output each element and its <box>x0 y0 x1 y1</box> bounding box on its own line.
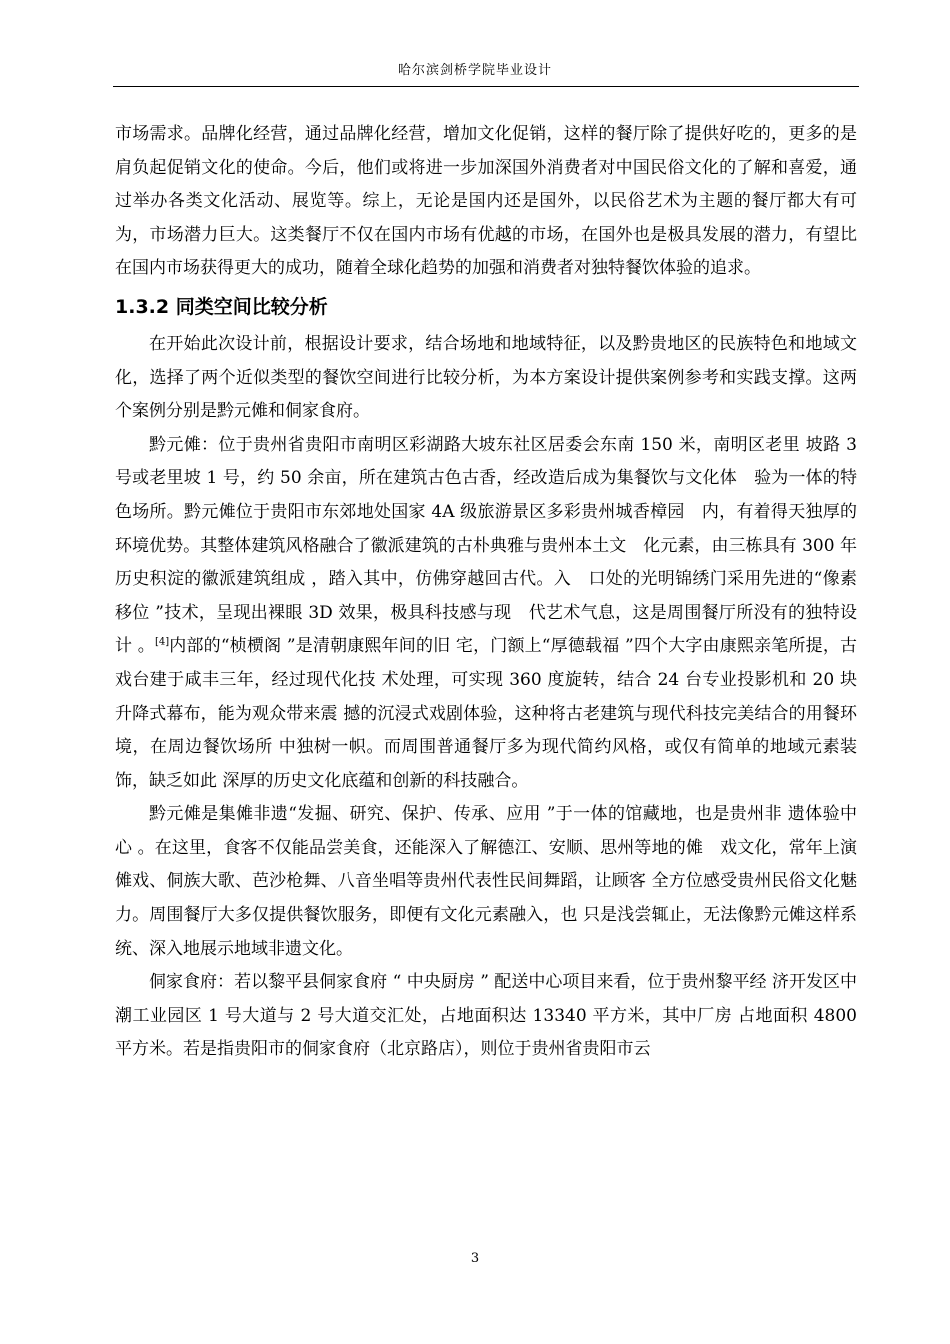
page-header: 哈尔滨剑桥学院毕业设计 <box>397 63 552 78</box>
citation-reference: [4] <box>154 636 170 648</box>
paragraph-qianyuannuo-heritage: 黔元傩是集傩非遗“发掘、研究、保护、传承、应用 ”于一体的馆藏地，也是贵州非 遗体验中心 。在这里，食客不仅能品尝美食，还能深入了解德江、安顺、思州等地的傩 戏文化，常年上演傩戏、侗族大歌、芭沙枪舞、八音坐唱等贵州代表性民间舞蹈，让顾客 全方位感受贵州民俗文化魅力。周围餐厅大多仅提供餐饮服务，即便有文化元素融入，也 只是浅尝辄止，无法像黔元傩这样系统、深入地展示地域非遗文化。 <box>115 804 857 959</box>
header-divider <box>113 86 859 87</box>
paragraph-qianyuannuo-location <box>115 429 857 799</box>
paragraph-market-demand: 市场需求。品牌化经营，通过品牌化经营，增加文化促销，这样的餐厅除了提供好吃的，更多的是肩负起促销文化的使命。今后，他们或将进一步加深国外消费者对中国民俗文化的了解和喜爱，通过举办各类文化活动、展览等。综上，无论是国内还是国外，以民俗艺术为主题的餐厅都大有可为，市场潜力巨大。这类餐厅不仅在国内市场有优越的市场，在国外也是极具发展的潜力，有望比在国内市场获得更大的成功，随着全球化趋势的加强和消费者对独特餐饮体验的追求。 <box>115 124 857 279</box>
section-heading: 1.3.2 同类空间比较分析 <box>115 295 328 318</box>
paragraph-text: 内部的“桢槚阁 ”是清朝康熙年间的旧 宅，门额上“厚德载福 ”四个大字由康熙亲笔所提，古戏台建于咸丰三年，经过现代化技 术处理，可实现 360 度旋转，结合 24 台专业投影机和 20 块升降式幕布，能为观众带来震 撼的沉浸式戏剧体验，这种将古老建筑与现代科技完美结合的用餐环境，在周边餐饮场所 中独树一帜。而周围普通餐厅多为现代简约风格，或仅有简单的地域元素装饰，缺乏如此 深厚的历史文化底蕴和创新的科技融合。 <box>115 636 857 791</box>
paragraph-dongjia-restaurant: 侗家食府：若以黎平县侗家食府 “ 中央厨房 ” 配送中心项目来看，位于贵州黎平经 济开发区中潮工业园区 1 号大道与 2 号大道交汇处，占地面积达 13340 平方米，其中厂房 占地面积 4800 平方米。若是指贵阳市的侗家食府（北京路店），则位于贵州省贵阳市云 <box>115 972 857 1060</box>
page-number: 3 <box>470 1251 480 1266</box>
paragraph-design-intro: 在开始此次设计前，根据设计要求，结合场地和地域特征，以及黔贵地区的民族特色和地域文化，选择了两个近似类型的餐饮空间进行比较分析，为本方案设计提供案例参考和实践支撑。这两个案例分别是黔元傩和侗家食府。 <box>115 333 857 422</box>
paragraph-text: 黔元傩：位于贵州省贵阳市南明区彩湖路大坡东社区居委会东南 150 米，南明区老里 坡路 3 号或老里坡 1 号，约 50 余亩，所在建筑古色古香，经改造后成为集餐饮与文化体 验为一体的特色场所。黔元傩位于贵阳市东郊地处国家 4A 级旅游景区多彩贵州城香樟园 内，有着得天独厚的环境优势。其整体建筑风格融合了徽派建筑的古朴典雅与贵州本土文 化元素，由三栋具有 300 年历史积淀的徽派建筑组成 ，踏入其中，仿佛穿越回古代。入 口处的光明锦绣门采用先进的“像素移位 ”技术，呈现出裸眼 3D 效果，极具科技感与现 代艺术气息，这是周围餐厅所没有的独特设计 。 <box>115 434 857 657</box>
document-body <box>115 118 857 1067</box>
